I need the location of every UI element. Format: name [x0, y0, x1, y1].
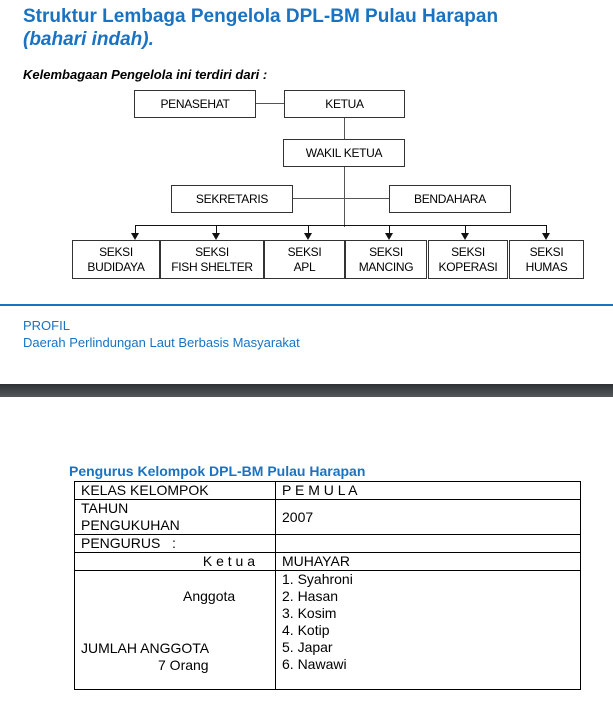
- anggota-list-cell: [276, 571, 581, 690]
- seksi-line1: SEKSI: [99, 244, 133, 259]
- arrow-down-icon: [131, 233, 139, 240]
- seksi-line2: APL: [293, 259, 316, 274]
- connector: [344, 167, 345, 227]
- list-item: 3. Kosim: [282, 605, 337, 621]
- title-sub: (bahari indah).: [23, 29, 154, 50]
- box-wakil-ketua: WAKIL KETUA: [283, 139, 405, 167]
- table-row: [75, 535, 581, 553]
- pengurus-table: [74, 481, 581, 690]
- tahun-label-line2: PENGUKUHAN: [81, 517, 180, 533]
- table-row: [75, 500, 581, 535]
- footer-text: Daerah Perlindungan Laut Berbasis Masyarakat: [23, 335, 300, 350]
- list-item: 1. Syahroni: [282, 571, 353, 587]
- member-list: [282, 571, 574, 673]
- connector: [465, 225, 466, 233]
- box-seksi-koperasi: [428, 240, 508, 279]
- box-sekretaris: SEKRETARIS: [171, 185, 293, 213]
- intro-text: Kelembagaan Pengelola ini terdiri dari :: [23, 67, 268, 82]
- title-main: Struktur Lembaga Pengelola DPL-BM Pulau Harapan: [23, 6, 499, 27]
- connector: [216, 225, 217, 233]
- box-seksi-budidaya: [72, 240, 160, 279]
- box-seksi-humas: [509, 240, 584, 279]
- seksi-line2: HUMAS: [525, 259, 568, 274]
- page-title: [23, 5, 498, 51]
- box-seksi-mancing: [345, 240, 427, 279]
- connector: [293, 198, 389, 199]
- jumlah-value: 7 Orang: [158, 657, 209, 673]
- anggota-cell: [75, 571, 276, 690]
- divider: [0, 304, 613, 306]
- ketua-label: K e t u a: [75, 553, 276, 571]
- connector: [546, 225, 547, 233]
- seksi-line1: SEKSI: [451, 244, 485, 259]
- connector: [389, 225, 390, 233]
- page-separator: [0, 384, 613, 397]
- list-item: 6. Nawawi: [282, 656, 347, 672]
- tahun-label: [75, 500, 276, 535]
- seksi-line2: BUDIDAYA: [87, 259, 145, 274]
- connector: [308, 225, 309, 233]
- box-seksi-apl: [264, 240, 345, 279]
- seksi-line2: FISH SHELTER: [171, 259, 253, 274]
- box-seksi-fish-shelter: [160, 240, 264, 279]
- seksi-line1: SEKSI: [195, 244, 229, 259]
- jumlah-label: JUMLAH ANGGOTA: [81, 640, 210, 656]
- list-item: 2. Hasan: [282, 588, 339, 604]
- arrow-down-icon: [385, 233, 393, 240]
- pengurus-value: [276, 535, 581, 553]
- box-ketua: KETUA: [284, 90, 405, 118]
- seksi-line1: SEKSI: [369, 244, 403, 259]
- list-item: 5. Japar: [282, 639, 333, 655]
- table-title: Pengurus Kelompok DPL-BM Pulau Harapan: [69, 463, 366, 479]
- kelas-label: KELAS KELOMPOK: [75, 482, 276, 500]
- ketua-value: MUHAYAR: [276, 553, 581, 571]
- box-penasehat: PENASEHAT: [134, 90, 256, 118]
- arrow-down-icon: [461, 233, 469, 240]
- tahun-label-line1: TAHUN: [81, 500, 129, 516]
- connector: [344, 118, 345, 139]
- pengurus-label: PENGURUS :: [75, 535, 276, 553]
- seksi-line1: SEKSI: [287, 244, 322, 259]
- table-row: [75, 571, 581, 690]
- seksi-line2: MANCING: [358, 259, 414, 274]
- list-item: 4. Kotip: [282, 622, 330, 638]
- seksi-line2: KOPERASI: [438, 259, 498, 274]
- table-row: [75, 482, 581, 500]
- footer-label: PROFIL: [23, 318, 70, 333]
- connector: [135, 225, 546, 226]
- tahun-value: 2007: [276, 500, 581, 535]
- seksi-line1: SEKSI: [529, 244, 564, 259]
- box-bendahara: BENDAHARA: [389, 185, 511, 213]
- connector: [256, 103, 284, 104]
- arrow-down-icon: [542, 233, 550, 240]
- page-footer: [23, 317, 300, 351]
- anggota-label: Anggota: [183, 588, 236, 604]
- arrow-down-icon: [304, 233, 312, 240]
- table-row: [75, 553, 581, 571]
- kelas-value: P E M U L A: [276, 482, 581, 500]
- connector: [135, 225, 136, 233]
- arrow-down-icon: [212, 233, 220, 240]
